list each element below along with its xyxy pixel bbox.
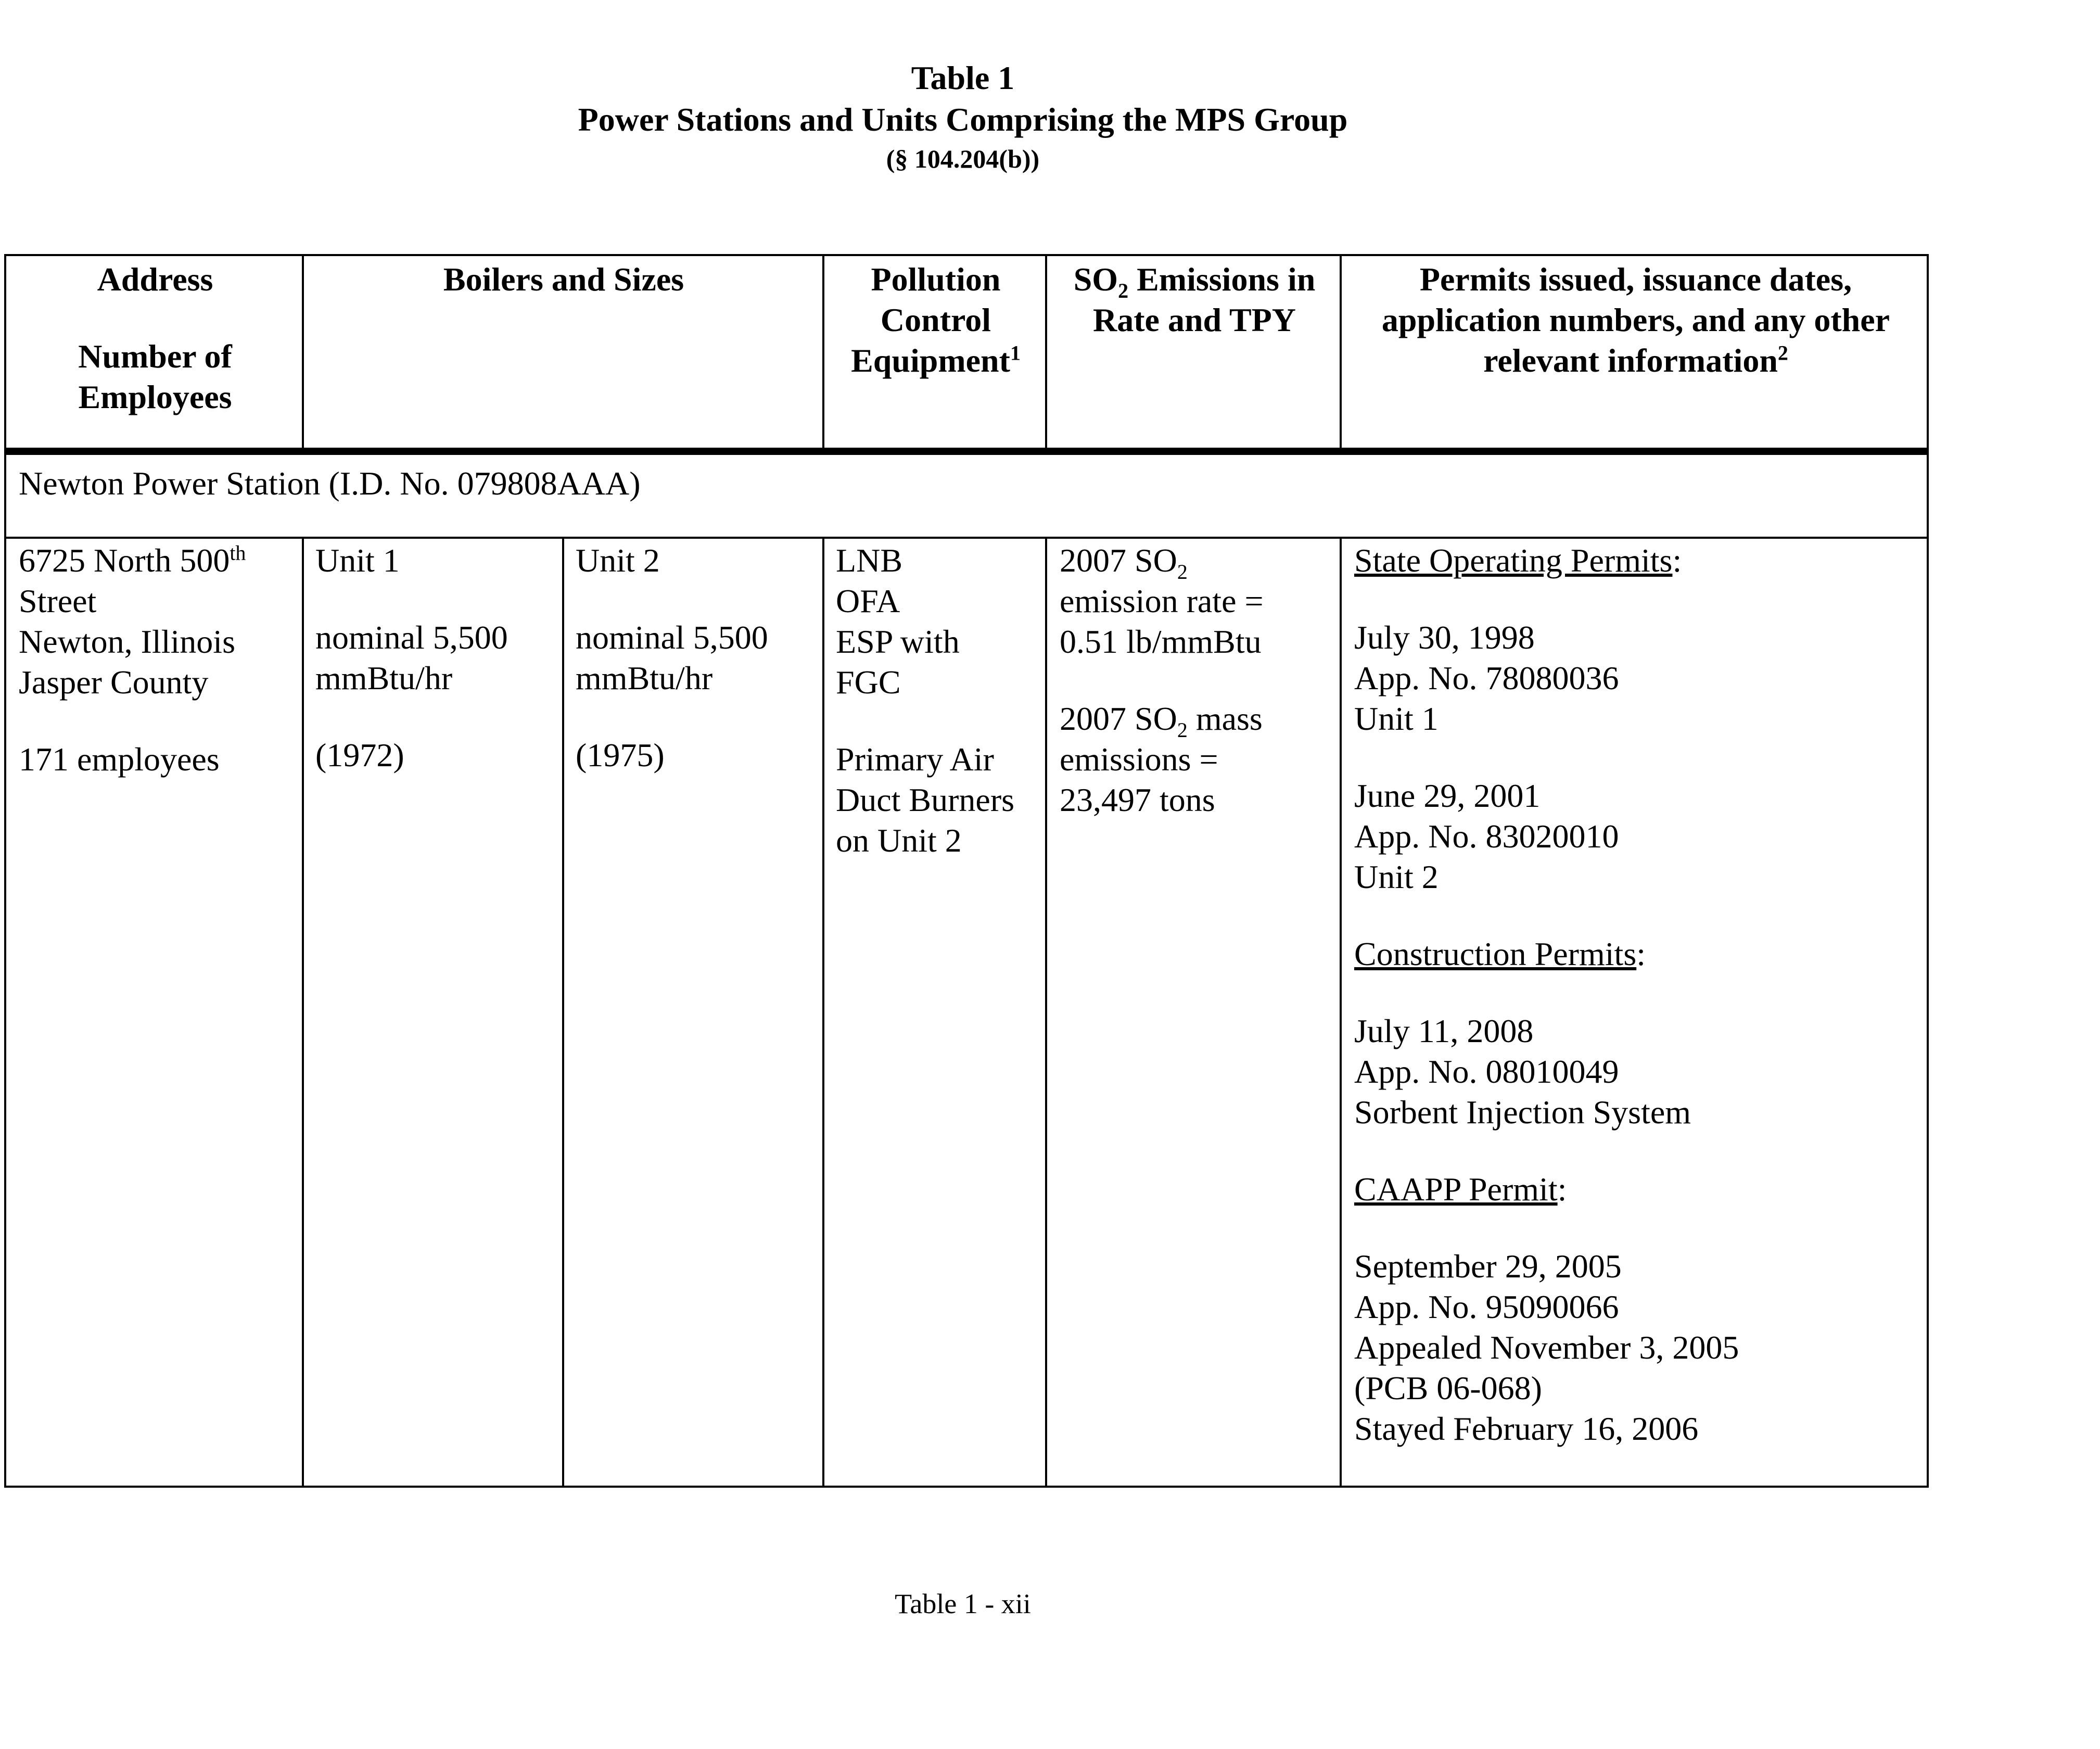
pollution-item-duct-burners: Duct Burners (836, 781, 1015, 818)
caapp-permit-heading-text: CAAPP Permit (1354, 1171, 1558, 1208)
header-pollution (826, 259, 1045, 381)
table-border-top (4, 254, 1929, 256)
unit-1-cell (315, 540, 560, 776)
emission-rate-line-1 (1060, 540, 1335, 584)
construction-permit-date: July 11, 2008 (1354, 1012, 1534, 1049)
header-address (15, 259, 296, 417)
caapp-permit-date: September 29, 2005 (1354, 1248, 1622, 1285)
unit-1-year: (1972) (315, 737, 404, 774)
emission-rate-year: 2007 SO (1060, 542, 1177, 579)
header-so2-label (1049, 259, 1340, 340)
power-stations-table (4, 254, 1929, 1488)
table-title-block (0, 57, 1926, 177)
emission-rate-subscript: 2 (1177, 560, 1188, 584)
table-border-left (4, 254, 6, 1488)
unit-2-cell (576, 540, 820, 776)
table-reference: (§ 104.204(b)) (886, 144, 1040, 173)
header-pollution-text: Pollution Control Equipment (851, 261, 1010, 379)
address-ordinal-suffix: th (230, 541, 246, 565)
header-permits-label (1347, 259, 1925, 381)
unit-1-size: nominal 5,500 (315, 619, 508, 656)
station-name-row: Newton Power Station (I.D. No. 079808AAA) (19, 465, 641, 502)
construction-permits-heading: Construction Permits: (1354, 935, 1646, 972)
col-sep-5-header (1340, 254, 1342, 449)
emission-mass-word: mass (1187, 700, 1263, 737)
header-boilers-label: Boilers and Sizes (443, 261, 684, 298)
address-line-2: Street (19, 582, 97, 619)
header-permits-text: Permits issued, issuance dates, application numbers, and any other relevant information (1381, 261, 1890, 379)
col-sep-2-body (562, 538, 564, 1487)
header-divider-thick (4, 448, 1929, 455)
footnote-2-marker: 2 (1777, 341, 1788, 365)
col-sep-5-body (1340, 538, 1342, 1487)
state-permit-1-app: App. No. 78080036 (1354, 660, 1619, 696)
emission-rate-value: 0.51 lb/mmBtu (1060, 623, 1262, 660)
employee-count: 171 employees (19, 741, 220, 778)
address-county: Jasper County (19, 664, 209, 701)
header-boilers (306, 259, 821, 300)
pollution-item-ofa: OFA (836, 582, 900, 619)
header-so2-prefix: SO (1073, 261, 1118, 298)
emission-mass-line-1 (1060, 699, 1335, 742)
caapp-permit-appeal: Appealed November 3, 2005 (1354, 1329, 1739, 1366)
state-permits-heading: State Operating Permits: (1354, 542, 1682, 579)
emissions-cell (1060, 540, 1335, 820)
state-permits-heading-text: State Operating Permits (1354, 542, 1673, 579)
pollution-item-primary-air: Primary Air (836, 741, 994, 778)
emission-mass-year: 2007 SO (1060, 700, 1177, 737)
emission-rate-label: emission rate = (1060, 582, 1264, 619)
caapp-permit-stay: Stayed February 16, 2006 (1354, 1410, 1699, 1447)
caapp-permit-pcb: (PCB 06-068) (1354, 1370, 1542, 1406)
emission-mass-label: emissions = (1060, 741, 1218, 778)
unit-2-name: Unit 2 (576, 542, 660, 579)
page-footer: Table 1 - xii (895, 1588, 1031, 1619)
construction-permits-heading-text: Construction Permits (1354, 935, 1637, 972)
address-street-number: 6725 North 500 (19, 542, 230, 579)
table-border-bottom (4, 1486, 1929, 1488)
state-permit-2-unit: Unit 2 (1354, 858, 1439, 895)
unit-1-name: Unit 1 (315, 542, 400, 579)
header-employees-label: Number of Employees (78, 338, 232, 415)
state-permit-2-date: June 29, 2001 (1354, 777, 1541, 814)
construction-permit-app: App. No. 08010049 (1354, 1053, 1619, 1090)
state-permit-1-unit: Unit 1 (1354, 700, 1439, 737)
emission-mass-subscript: 2 (1177, 718, 1188, 742)
col-sep-3-body (822, 538, 824, 1487)
unit-2-size-unit: mmBtu/hr (576, 660, 713, 696)
header-so2-subscript: 2 (1118, 278, 1129, 302)
footnote-1-marker: 1 (1010, 341, 1021, 365)
permits-cell (1354, 540, 1921, 1449)
state-permit-2-app: App. No. 83020010 (1354, 818, 1619, 855)
header-pollution-label (826, 259, 1045, 381)
emission-mass-value: 23,497 tons (1060, 781, 1215, 818)
pollution-control-cell (836, 540, 1044, 861)
pollution-item-unit-2: on Unit 2 (836, 822, 962, 859)
table-number: Table 1 (911, 59, 1015, 96)
col-sep-1-header (302, 254, 304, 449)
unit-2-size: nominal 5,500 (576, 619, 768, 656)
col-sep-3-header (822, 254, 824, 449)
address-cell (19, 540, 300, 780)
col-sep-4-body (1045, 538, 1047, 1487)
pollution-item-lnb: LNB (836, 542, 902, 579)
pollution-item-esp: ESP with (836, 623, 960, 660)
station-divider (4, 537, 1929, 539)
header-address-label: Address (97, 261, 213, 298)
unit-1-size-unit: mmBtu/hr (315, 660, 453, 696)
header-so2-suffix: Emissions in Rate and TPY (1093, 261, 1316, 338)
address-line-1 (19, 540, 300, 581)
header-permits (1347, 259, 1925, 381)
unit-2-year: (1975) (576, 737, 665, 774)
table-border-right (1927, 254, 1929, 1488)
col-sep-4-header (1045, 254, 1047, 449)
state-permit-1-date: July 30, 1998 (1354, 619, 1535, 656)
construction-permit-desc: Sorbent Injection System (1354, 1094, 1691, 1131)
table-title: Power Stations and Units Comprising the MPS Group (578, 101, 1348, 138)
caapp-permit-app: App. No. 95090066 (1354, 1288, 1619, 1325)
pollution-item-fgc: FGC (836, 664, 901, 701)
caapp-permit-heading: CAAPP Permit: (1354, 1171, 1567, 1208)
address-city: Newton, Illinois (19, 623, 235, 660)
header-so2 (1049, 259, 1340, 340)
col-sep-1-body (302, 538, 304, 1487)
